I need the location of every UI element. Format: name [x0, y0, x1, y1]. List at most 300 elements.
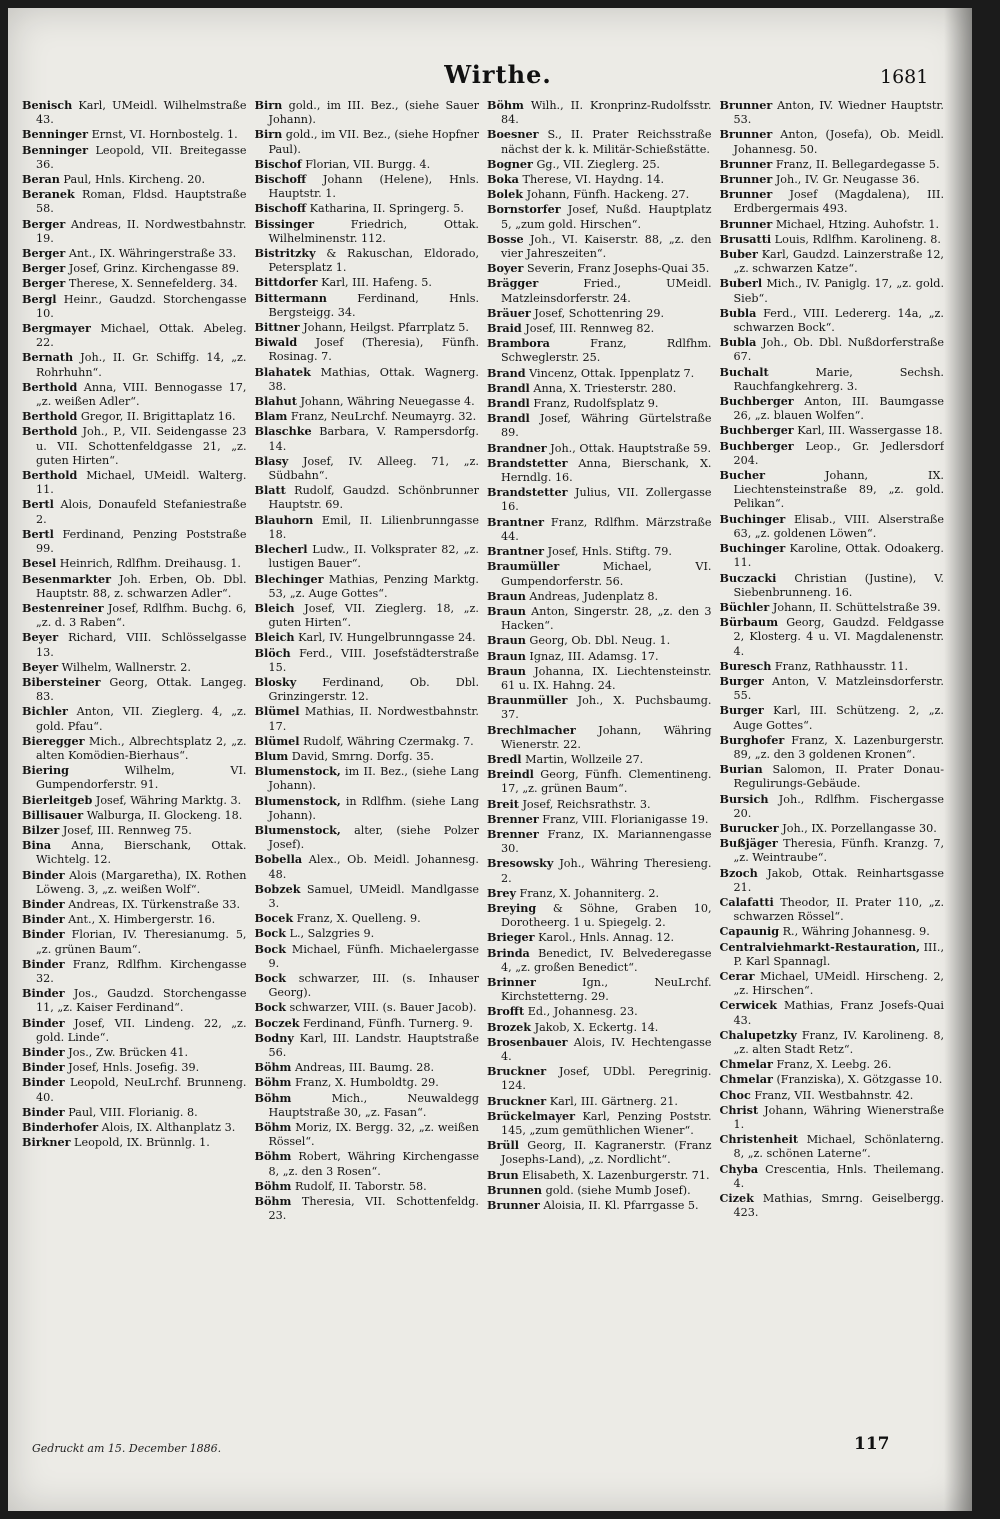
- directory-entry: [487, 797, 712, 812]
- directory-entry: [487, 544, 712, 559]
- directory-entry: [720, 423, 945, 438]
- directory-entry: [255, 646, 480, 675]
- directory-entry: [487, 1198, 712, 1213]
- entry-name: Brunnen: [487, 1182, 543, 1197]
- entry-details: Karl, UMeidl. Wilhelmstraße 43.: [36, 99, 247, 127]
- entry-name: Binder: [22, 956, 65, 971]
- directory-entry: [720, 306, 945, 335]
- entry-name: Binder: [22, 1104, 65, 1119]
- entry-name: Brandl: [487, 380, 530, 395]
- entry-details: S., II. Prater Reichsstraße nächst der k. k. Militär-Schießstätte.: [501, 128, 712, 156]
- entry-details: Josef, Währing Marktg. 3.: [92, 793, 242, 807]
- directory-entry: [720, 232, 945, 247]
- directory-entry: [720, 600, 945, 615]
- directory-entry: [255, 1149, 480, 1178]
- entry-name: Binder: [22, 867, 65, 882]
- entry-name: Brunner: [719, 216, 773, 231]
- entry-details: Vincenz, Ottak. Ippenplatz 7.: [525, 366, 695, 380]
- directory-entry: [720, 1072, 945, 1087]
- directory-entry: [22, 601, 247, 630]
- entry-name: Blumenstock,: [254, 822, 341, 837]
- directory-entry: [720, 1028, 945, 1057]
- entry-name: Bichler: [22, 704, 68, 719]
- entry-details: Franz, X. Quelleng. 9.: [293, 912, 421, 926]
- entry-details: Ferd., VIII. Ledererg. 14a, „z. schwarzen Bock“.: [733, 306, 944, 335]
- entry-name: Burger: [719, 673, 764, 688]
- directory-entry: [22, 1135, 247, 1150]
- directory-entry: [22, 98, 247, 127]
- entry-details: Walburga, II. Glockeng. 18.: [83, 808, 243, 822]
- entry-details: Joh., VI. Kaiserstr. 88, „z. den vier Jahreszeiten“.: [501, 232, 712, 261]
- entry-details: Karl, IV. Hungelbrunngasse 24.: [294, 631, 476, 645]
- entry-name: Bischof: [254, 156, 302, 171]
- entry-name: Bobella: [254, 852, 303, 867]
- entry-details: Ant., IX. Währingerstraße 33.: [65, 247, 237, 261]
- directory-entry: [487, 306, 712, 321]
- entry-details: im II. Bez., (siehe Lang Johann).: [268, 765, 479, 793]
- directory-entry: [487, 411, 712, 440]
- entry-name: Cizek: [719, 1191, 754, 1206]
- directory-entry: [720, 940, 945, 969]
- entry-name: Bolek: [487, 187, 524, 202]
- directory-entry: [22, 217, 247, 246]
- entry-name: Benninger: [22, 127, 89, 142]
- directory-entry: [22, 986, 247, 1015]
- directory-entry: [487, 321, 712, 336]
- directory-entry: [255, 365, 480, 394]
- entry-details: Andreas, IX. Türkenstraße 33.: [64, 897, 240, 911]
- directory-entry: [720, 1088, 945, 1103]
- directory-entry: [487, 396, 712, 411]
- entry-details: Ant., X. Himbergerstr. 16.: [64, 913, 216, 927]
- entry-details: R., Währing Johannesg. 9.: [779, 925, 930, 939]
- entry-details: gold., im VII. Bez., (siehe Hopfner Paul).: [268, 128, 479, 156]
- directory-entry: [22, 497, 247, 526]
- directory-entry: [487, 693, 712, 722]
- entry-name: Braun: [487, 648, 526, 663]
- entry-details: Wilh., II. Kronprinz-Rudolfsstr. 84.: [501, 99, 712, 127]
- entry-details: Jos., Zw. Brücken 41.: [64, 1046, 188, 1059]
- entry-name: Böhm: [254, 1178, 292, 1193]
- entry-name: Blatt: [254, 483, 286, 498]
- entry-details: Johann, II. Schüttelstraße 39.: [769, 600, 941, 614]
- entry-details: Theresia, Fünfh. Kranzg. 7, „z. Weintraube“.: [733, 837, 944, 865]
- directory-entry: [255, 201, 480, 216]
- entry-name: Chalupetzky: [719, 1027, 797, 1042]
- entry-details: Severin, Franz Josephs-Quai 35.: [523, 262, 710, 276]
- entry-details: Gg., VII. Zieglerg. 25.: [532, 157, 660, 171]
- page-number: 1681: [880, 66, 929, 88]
- entry-name: Binder: [22, 1075, 65, 1090]
- entry-name: Brofft: [487, 1004, 525, 1019]
- entry-details: Anton, Singerstr. 28, „z. den 3 Hacken“.: [501, 604, 712, 633]
- directory-entry: [720, 895, 945, 924]
- entry-details: Robert, Währing Kirchengasse 8, „z. den 3 Rosen“.: [268, 1150, 479, 1178]
- directory-entry: [487, 127, 712, 156]
- directory-entry: [255, 1075, 480, 1090]
- entry-details: Anton, III. Baumgasse 26, „z. blauen Wolfen“.: [733, 395, 944, 423]
- entry-details: Anton, VII. Zieglerg. 4, „z. gold. Pfau“.: [36, 705, 247, 733]
- directory-entry: [720, 674, 945, 703]
- directory-entry: [487, 276, 712, 305]
- entry-name: Boyer: [487, 261, 524, 276]
- entry-name: Böhm: [487, 98, 524, 112]
- entry-name: Bleich: [254, 600, 295, 615]
- directory-entry: [487, 812, 712, 827]
- directory-entry: [720, 276, 945, 305]
- directory-entry: [255, 704, 480, 733]
- entry-name: Bobzek: [254, 881, 301, 896]
- directory-entry: [487, 559, 712, 588]
- directory-entry: [255, 1091, 480, 1120]
- directory-entry: [255, 1194, 480, 1223]
- entry-details: Theodor, II. Prater 110, „z. schwarzen Rössel“.: [733, 895, 944, 924]
- directory-entry: [22, 1060, 247, 1075]
- directory-entry: [487, 856, 712, 885]
- entry-name: Blecherl: [254, 542, 308, 557]
- entry-details: Johann, Heilgst. Pfarrplatz 5.: [299, 321, 469, 335]
- entry-details: Paul, Hnls. Kircheng. 20.: [59, 173, 206, 187]
- entry-name: Bresowsky: [487, 856, 554, 871]
- entry-details: Aloisia, II. Kl. Pfarrgasse 5.: [539, 1199, 699, 1213]
- entry-details: Michael, Fünfh. Michaelergasse 9.: [268, 942, 479, 970]
- page-title: Wirthe.: [444, 60, 552, 89]
- entry-details: Josef, Hnls. Stiftg. 79.: [544, 545, 672, 559]
- entry-details: Mich., IV. Paniglg. 17, „z. gold. Sieb“.: [733, 277, 944, 305]
- directory-entry: [255, 630, 480, 645]
- directory-entry: [255, 246, 480, 275]
- directory-entry: [720, 998, 945, 1027]
- entry-details: Josef, VII. Zieglerg. 18, „z. guten Hirten“.: [268, 601, 479, 630]
- entry-name: Biwald: [254, 335, 298, 350]
- entry-details: & Rakuschan, Eldorado, Petersplatz 1.: [268, 247, 479, 275]
- directory-entry: [487, 202, 712, 231]
- entry-name: Braunmüller: [487, 693, 568, 708]
- directory-entry: [720, 792, 945, 821]
- directory-entry: [720, 703, 945, 732]
- entry-name: Cerar: [719, 968, 755, 983]
- entry-details: Emil, II. Lilienbrunngasse 18.: [268, 513, 479, 541]
- directory-entry: [255, 942, 480, 971]
- directory-entry: [487, 664, 712, 693]
- entry-name: Benisch: [22, 98, 73, 112]
- entry-name: Buchberger: [719, 394, 794, 409]
- entry-details: Rudolf, Währing Czermakg. 7.: [299, 734, 474, 748]
- entry-name: Brey: [487, 885, 516, 900]
- entry-name: Brenner: [487, 811, 539, 826]
- entry-name: Brosenbauer: [487, 1034, 568, 1049]
- entry-details: Johann, Fünfh. Hackeng. 27.: [523, 188, 690, 202]
- entry-name: Blumenstock,: [254, 764, 341, 779]
- entry-name: Blahut: [254, 394, 297, 409]
- directory-entry: [255, 971, 480, 1000]
- entry-details: Johann, Währing Wienerstraße 1.: [733, 1103, 944, 1132]
- entry-details: Georg, Gaudzd. Feldgasse 2, Klosterg. 4 u. VI. Magdalenenstr. 4.: [733, 616, 944, 658]
- entry-details: Josef, VII. Lindeng. 22, „z. gold. Linde“.: [36, 1016, 247, 1044]
- entry-details: Josef, Rdlfhm. Buchg. 6, „z. d. 3 Raben“.: [36, 601, 247, 630]
- entry-details: Friedrich, Ottak. Wilhelminenstr. 112.: [268, 217, 479, 245]
- entry-name: Bzoch: [719, 865, 758, 880]
- directory-entry: [22, 675, 247, 704]
- directory-entry: [487, 901, 712, 930]
- directory-entry: [255, 882, 480, 911]
- directory-entry: [720, 98, 945, 127]
- entry-details: Franz, X. Lazenburgerstr. 89, „z. den 3 goldenen Kronen“.: [733, 733, 944, 761]
- entry-details: Johann (Helene), Hnls. Hauptstr. 1.: [268, 173, 479, 201]
- entry-name: Blasy: [254, 453, 289, 468]
- entry-name: Bischoff: [254, 201, 307, 216]
- directory-entry: [22, 704, 247, 733]
- entry-name: Binder: [22, 1045, 65, 1059]
- entry-name: Bernath: [22, 350, 74, 365]
- entry-details: Andreas, III. Baumg. 28.: [291, 1061, 435, 1075]
- directory-entry: [720, 733, 945, 762]
- entry-name: Bock: [254, 926, 286, 941]
- directory-entry: [487, 187, 712, 202]
- column-1: [22, 98, 247, 1428]
- entry-name: Blahatek: [254, 364, 311, 379]
- entry-name: Braun: [487, 588, 526, 603]
- entry-name: Binder: [22, 927, 65, 942]
- entry-details: Florian, IV. Theresianumg. 5, „z. grünen Baum“.: [36, 928, 247, 956]
- entry-name: Blümel: [254, 704, 300, 719]
- directory-entry: [487, 633, 712, 648]
- entry-details: Katharina, II. Springerg. 5.: [306, 202, 464, 216]
- entry-details: Theresia, VII. Schottenfeldg. 23.: [268, 1195, 479, 1223]
- entry-details: Franz, VIII. Florianigasse 19.: [538, 812, 709, 826]
- entry-details: L., Salzgries 9.: [285, 927, 375, 941]
- entry-details: Mathias, Franz Josefs-Quai 43.: [733, 999, 944, 1027]
- entry-details: Georg, Ottak. Langeg. 83.: [36, 675, 247, 704]
- directory-entry: [255, 172, 480, 201]
- directory-entry: [487, 767, 712, 796]
- entry-details: Rudolf, II. Taborstr. 58.: [291, 1179, 427, 1193]
- entry-details: Ed., Johannesg. 23.: [524, 1005, 638, 1019]
- entry-details: Anna, Bierschank, X. Herndlg. 16.: [501, 456, 712, 485]
- directory-entry: [22, 527, 247, 556]
- directory-entry: [487, 723, 712, 752]
- directory-entry: [720, 924, 945, 939]
- directory-entry: [255, 291, 480, 320]
- directory-entry: [22, 468, 247, 497]
- entry-name: Bubla: [719, 335, 757, 350]
- entry-details: Leopold, NeuLrchf. Brunneng. 40.: [36, 1076, 247, 1104]
- entry-details: Therese, VI. Haydng. 14.: [518, 173, 664, 187]
- directory-entry: [720, 762, 945, 791]
- entry-name: Boka: [487, 172, 519, 187]
- directory-entry: [487, 1138, 712, 1167]
- directory-entry: [487, 946, 712, 975]
- entry-details: Alois (Margaretha), IX. Rothen Löweng. 3, „z. weißen Wolf“.: [36, 868, 247, 896]
- entry-details: Crescentia, Hnls. Theilemang. 4.: [733, 1162, 944, 1190]
- directory-entry: [720, 512, 945, 541]
- directory-entry: [720, 127, 945, 156]
- entry-details: Alois, Donaufeld Stefaniestraße 2.: [36, 498, 247, 526]
- entry-details: Michael, UMeidl. Hirscheng. 2, „z. Hirschen“.: [733, 969, 944, 998]
- directory-entry: [255, 1179, 480, 1194]
- entry-details: Franz, Rdlfhm. Märzstraße 44.: [501, 515, 712, 543]
- entry-details: Anna, Bierschank, Ottak. Wichtelg. 12.: [36, 839, 247, 867]
- directory-entry: [22, 1120, 247, 1135]
- entry-name: Berthold: [22, 379, 78, 394]
- directory-entry: [720, 365, 945, 394]
- entry-name: Bittdorfer: [254, 275, 318, 290]
- entry-name: Beyer: [22, 630, 59, 645]
- entry-details: Leopold, VII. Breitegasse 36.: [36, 143, 247, 171]
- entry-name: Bissinger: [254, 216, 315, 231]
- entry-name: Brieger: [487, 930, 535, 945]
- directory-entry: [22, 957, 247, 986]
- entry-name: Böhm: [254, 1075, 292, 1090]
- entry-name: Burger: [719, 703, 764, 718]
- directory-entry: [720, 394, 945, 423]
- directory-entry: [22, 734, 247, 763]
- entry-name: Bergmayer: [22, 321, 91, 336]
- entry-details: Anton, V. Matzleinsdorferstr. 55.: [733, 674, 944, 703]
- entry-name: Burian: [719, 762, 763, 777]
- entry-name: Brun: [487, 1167, 519, 1182]
- directory-entry: [720, 836, 945, 865]
- entry-details: Josef, Grinz. Kirchengasse 89.: [65, 262, 240, 276]
- directory-entry: [22, 763, 247, 792]
- directory-entry: [487, 157, 712, 172]
- entry-name: Burghofer: [719, 732, 785, 747]
- directory-entry: [487, 515, 712, 544]
- entry-details: Ignaz, III. Adamsg. 17.: [525, 649, 659, 663]
- entry-details: Josef (Theresia), Fünfh. Rosinag. 7.: [268, 336, 479, 364]
- entry-name: Burucker: [719, 820, 779, 835]
- entry-name: Berger: [22, 261, 66, 276]
- entry-name: Bogner: [487, 156, 533, 171]
- entry-name: Brandner: [487, 440, 547, 455]
- entry-details: Leop., Gr. Jedlersdorf 204.: [733, 439, 944, 467]
- directory-entry: [22, 927, 247, 956]
- entry-details: Josef, Schottenring 29.: [530, 306, 665, 320]
- entry-name: Bruckner: [487, 1093, 547, 1108]
- entry-details: Josef, Hnls. Josefig. 39.: [64, 1061, 200, 1075]
- entry-name: Berthold: [22, 468, 78, 483]
- entry-name: Braid: [487, 321, 522, 336]
- entry-name: Buchalt: [719, 364, 769, 379]
- directory-entry: [22, 261, 247, 276]
- entry-name: Cerwicek: [719, 998, 777, 1013]
- directory-entry: [255, 823, 480, 852]
- entry-name: Bock: [254, 1000, 286, 1015]
- directory-entry: [487, 441, 712, 456]
- entry-name: Blechinger: [254, 571, 324, 586]
- entry-details: Franz, X. Humboldtg. 29.: [291, 1076, 439, 1090]
- entry-details: Johann, Währing Neuegasse 4.: [296, 395, 475, 409]
- entry-details: Karl, III. Wassergasse 18.: [793, 424, 943, 438]
- entry-name: Binder: [22, 986, 65, 1001]
- entry-name: Böhm: [254, 1120, 292, 1135]
- entry-details: Elisab., VIII. Alserstraße 63, „z. goldenen Löwen“.: [733, 512, 944, 540]
- directory-entry: [487, 172, 712, 187]
- entry-details: Alex., Ob. Meidl. Johannesg. 48.: [268, 853, 479, 881]
- entry-details: Moriz, IX. Bergg. 32, „z. weißen Rössel“.: [268, 1121, 479, 1149]
- entry-details: Michael, Ottak. Abeleg. 22.: [36, 322, 247, 350]
- entry-name: Braun: [487, 603, 526, 618]
- directory-entry: [487, 886, 712, 901]
- directory-entry: [255, 926, 480, 941]
- entry-details: Franz, X. Leebg. 26.: [772, 1058, 892, 1072]
- entry-name: Braumüller: [487, 559, 560, 574]
- directory-entry: [487, 98, 712, 127]
- entry-details: gold., im III. Bez., (siehe Sauer Johann).: [268, 99, 479, 127]
- directory-entry: [720, 1057, 945, 1072]
- directory-entry: [720, 439, 945, 468]
- entry-name: Binder: [22, 912, 65, 927]
- directory-entry: [255, 1000, 480, 1015]
- entry-details: Joh., P., VII. Seidengasse 23 u. VII. Schottenfeldgasse 21, „z. guten Hirten“.: [36, 425, 247, 467]
- entry-name: Braun: [487, 663, 526, 678]
- directory-entry: [487, 827, 712, 856]
- entry-details: Marie, Sechsh. Rauchfangkehrerg. 3.: [733, 365, 944, 393]
- entry-details: Franz, Rdlfhm. Kirchengasse 32.: [36, 957, 247, 985]
- entry-name: Brunner: [719, 187, 773, 202]
- entry-name: Blam: [254, 409, 288, 424]
- entry-details: Josef, III. Rennweg 75.: [59, 823, 192, 837]
- entry-details: Joh., Ottak. Hauptstraße 59.: [546, 441, 712, 455]
- entry-details: Christian (Justine), V. Siebenbrunneng. 16.: [733, 571, 944, 599]
- directory-entry: [255, 852, 480, 881]
- entry-details: Michael, VI. Gumpendorferstr. 56.: [501, 560, 712, 588]
- directory-entry: [22, 808, 247, 823]
- entry-details: Georg, II. Kagranerstr. (Franz Josephs-Land), „z. Nordlicht“.: [501, 1139, 712, 1167]
- entry-details: Ferd., VIII. Josefstädterstraße 15.: [268, 646, 479, 674]
- entry-name: Buchinger: [719, 511, 786, 526]
- entry-details: Joh., Währing Theresieng. 2.: [501, 857, 712, 885]
- entry-name: Brüll: [487, 1138, 519, 1153]
- directory-entry: [720, 1132, 945, 1161]
- entry-details: Jakob, Ottak. Reinhartsgasse 21.: [733, 866, 944, 894]
- entry-name: Buczacki: [719, 570, 777, 585]
- entry-details: alter, (siehe Polzer Josef).: [268, 823, 479, 852]
- entry-name: Bischoff: [254, 172, 307, 187]
- entry-details: Florian, VII. Burgg. 4.: [301, 157, 431, 171]
- entry-name: Blosky: [254, 674, 297, 689]
- directory-entry: [487, 456, 712, 485]
- entry-details: Josef, IV. Alleeg. 71, „z. Südbahn“.: [268, 454, 479, 483]
- entry-name: Benninger: [22, 142, 89, 157]
- directory-entry: [22, 143, 247, 172]
- directory-entry: [255, 542, 480, 571]
- entry-details: Mathias, Ottak. Wagnerg. 38.: [268, 365, 479, 393]
- entry-details: Johanna, IX. Liechtensteinstr. 61 u. IX. Hahng. 24.: [501, 664, 712, 692]
- directory-page: [8, 8, 972, 1511]
- directory-entry: [487, 604, 712, 633]
- entry-details: Karol., Hnls. Annag. 12.: [534, 931, 675, 945]
- signature-number: 117: [854, 1434, 890, 1454]
- entry-name: Calafatti: [719, 894, 774, 909]
- entry-details: Karl, Gaudzd. Lainzerstraße 12, „z. schwarzen Katze“.: [733, 248, 944, 276]
- entry-name: Birkner: [22, 1135, 71, 1150]
- directory-entry: [487, 261, 712, 276]
- entry-name: Bock: [254, 941, 286, 956]
- entry-name: Brunner: [719, 98, 773, 112]
- entry-name: Berger: [22, 216, 66, 231]
- entry-name: Bittermann: [254, 290, 327, 305]
- entry-name: Bucher: [719, 468, 766, 483]
- entry-name: Breying: [487, 900, 537, 915]
- directory-entry: [255, 911, 480, 926]
- entry-details: & Söhne, Graben 10, Dorotheerg. 1 u. Spiegelg. 2.: [501, 901, 712, 930]
- entry-name: Besenmarkter: [22, 571, 112, 586]
- entry-name: Beyer: [22, 659, 59, 674]
- entry-details: Ferdinand, Ob. Dbl. Grinzingerstr. 12.: [268, 675, 479, 704]
- entry-name: Brunner: [719, 127, 773, 142]
- entry-name: Bruckner: [487, 1064, 547, 1079]
